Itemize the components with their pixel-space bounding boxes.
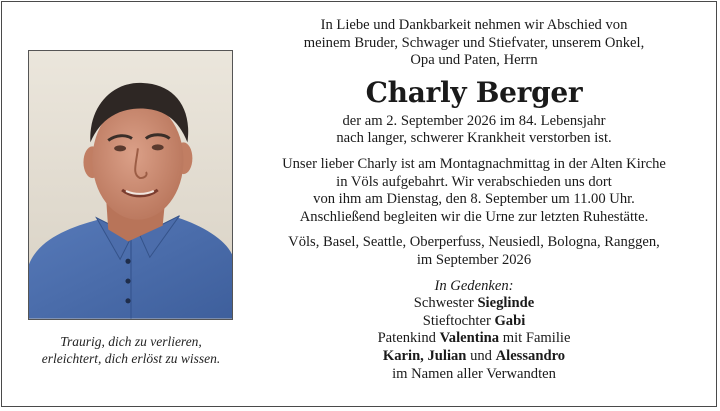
intro-line: meinem Bruder, Schwager und Stiefvater, unserem Onkel, xyxy=(303,34,645,51)
mourner-grandchildren: Karin, Julian und Alessandro xyxy=(382,347,566,364)
mourner-stepdaughter: Stieftochter Gabi xyxy=(422,312,526,329)
intro-line: In Liebe und Dankbarkeit nehmen wir Abschied von xyxy=(320,17,628,33)
places-line: Völs, Basel, Seattle, Oberperfuss, Neusiedl, Bologna, Ranggen, xyxy=(288,234,660,251)
places-text xyxy=(250,234,698,269)
motto-line: erleichtert, dich erlöst zu wissen. xyxy=(41,351,221,366)
mourners-list xyxy=(250,278,698,384)
intro-line: Opa und Paten, Herrn xyxy=(410,52,538,69)
date-line: im September 2026 xyxy=(416,251,532,268)
death-line: nach langer, schwerer Krankheit verstorben ist. xyxy=(336,130,612,147)
mourner-relatives: im Namen aller Verwandten xyxy=(392,365,556,382)
ceremony-text xyxy=(250,156,698,226)
death-line: der am 2. September 2026 im 84. Lebensjahr xyxy=(342,112,606,129)
motto xyxy=(20,333,242,367)
obituary-notice xyxy=(1,1,717,407)
mourner-godchild: Patenkind Valentina mit Familie xyxy=(377,330,571,347)
ceremony-line: von ihm am Dienstag, den 8. September um 11.00 Uhr. xyxy=(313,191,635,208)
ceremony-line: Anschließend begleiten wir die Urne zur letzten Ruhestätte. xyxy=(299,208,649,225)
death-text xyxy=(250,113,698,148)
ceremony-line: Unser lieber Charly ist am Montagnachmittag in der Alten Kirche xyxy=(282,155,666,172)
mourner-sister: Schwester Sieglinde xyxy=(413,295,535,312)
deceased-name: Charly Berger xyxy=(365,75,583,109)
motto-line: Traurig, dich zu verlieren, xyxy=(60,334,202,349)
mourners-heading: In Gedenken: xyxy=(434,277,514,294)
notice-text xyxy=(250,17,698,383)
portrait-photo xyxy=(28,50,233,320)
ceremony-line: in Völs aufgebahrt. Wir verabschieden uns dort xyxy=(336,173,612,190)
portrait-illustration xyxy=(29,51,232,319)
intro-text xyxy=(250,17,698,70)
